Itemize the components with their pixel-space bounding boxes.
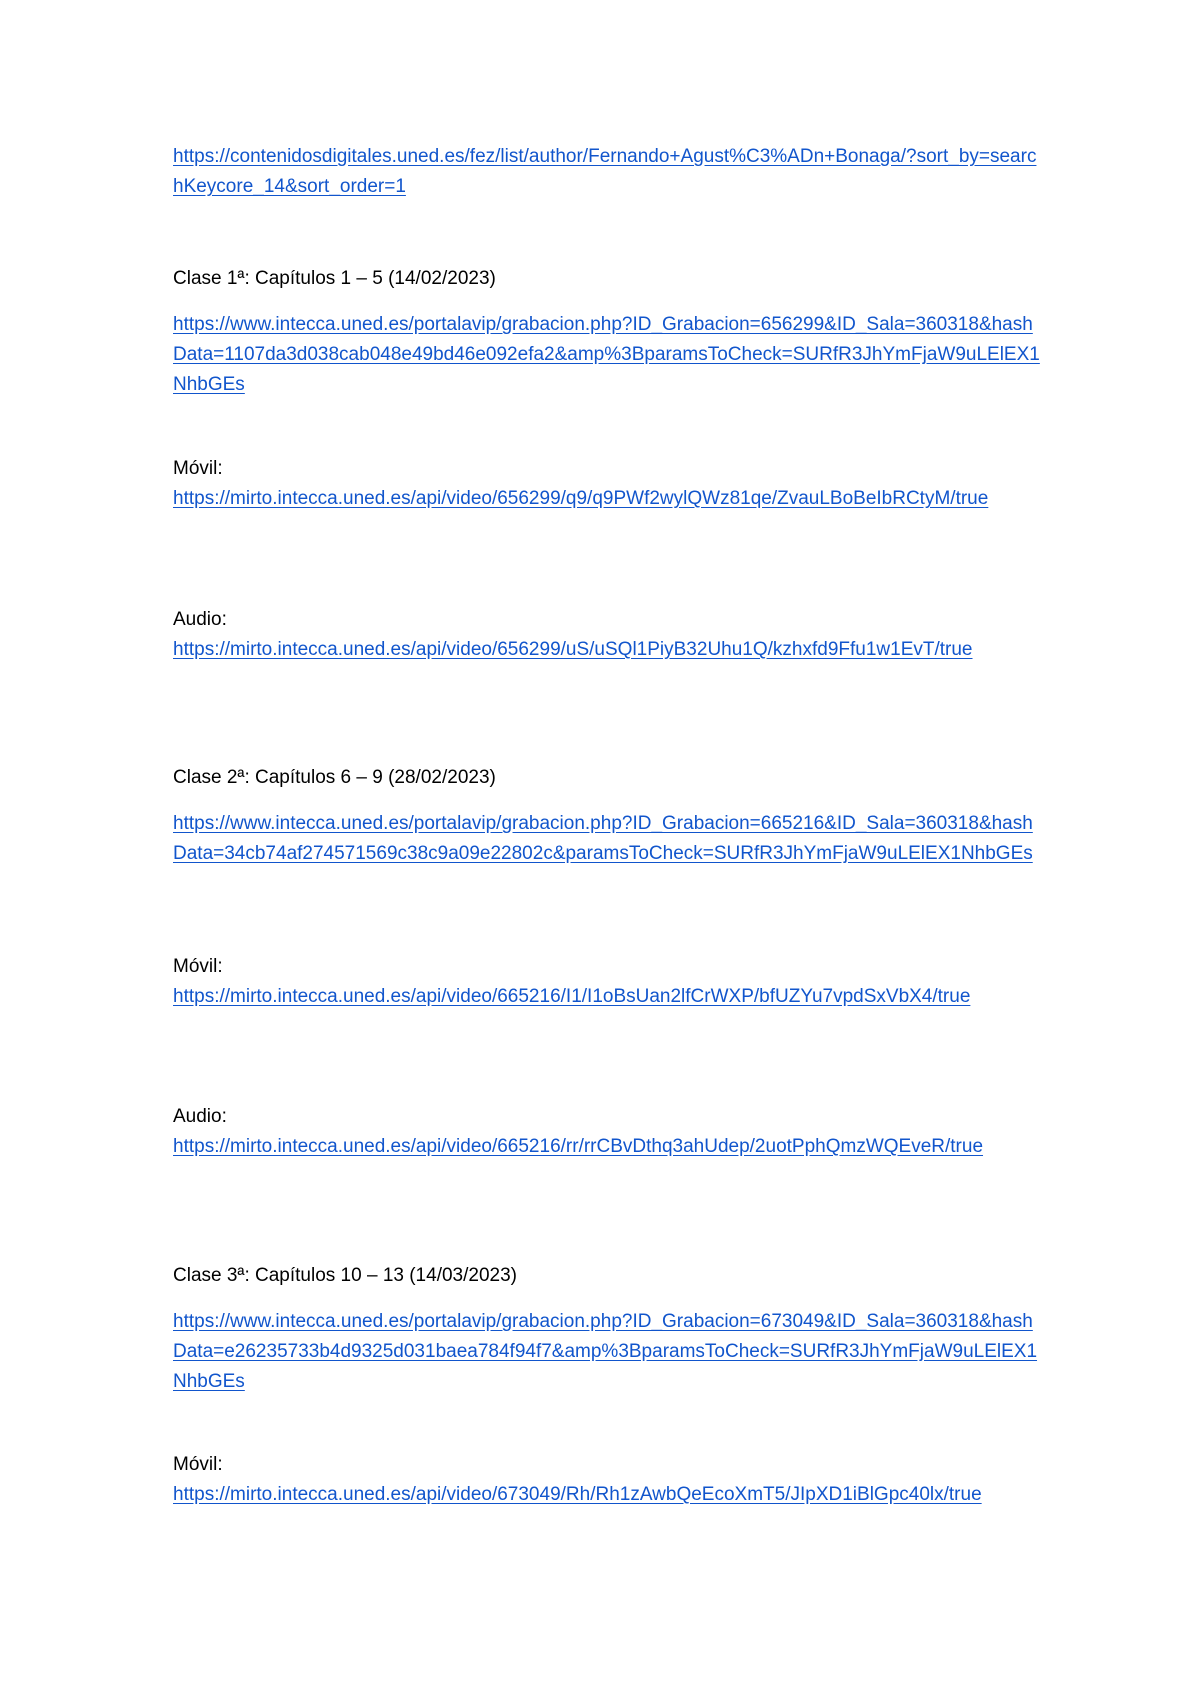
class-2-heading: Clase 2ª: Capítulos 6 – 9 (28/02/2023) <box>173 767 496 788</box>
author-link-paragraph <box>173 142 1043 202</box>
class-1-audio-link[interactable]: https://mirto.intecca.uned.es/api/video/656299/uS/uSQl1PiyB32Uhu1Q/kzhxfd9Ffu1w1EvT/true <box>173 639 973 660</box>
class-1-movil-label: Móvil: <box>173 458 223 479</box>
class-3-recording-paragraph <box>173 1307 1043 1397</box>
class-2-movil-link[interactable]: https://mirto.intecca.uned.es/api/video/665216/I1/I1oBsUan2lfCrWXP/bfUZYu7vpdSxVbX4/true <box>173 986 971 1007</box>
class-3-movil-link[interactable]: https://mirto.intecca.uned.es/api/video/673049/Rh/Rh1zAwbQeEcoXmT5/JIpXD1iBlGpc40lx/true <box>173 1484 982 1505</box>
class-1-recording-paragraph <box>173 310 1043 400</box>
class-2-movil-paragraph <box>173 982 1043 1012</box>
class-2-audio-link[interactable]: https://mirto.intecca.uned.es/api/video/665216/rr/rrCBvDthq3ahUdep/2uotPphQmzWQEveR/true <box>173 1136 984 1157</box>
class-3-heading: Clase 3ª: Capítulos 10 – 13 (14/03/2023) <box>173 1265 517 1286</box>
class-2-audio-label: Audio: <box>173 1106 227 1127</box>
class-2-recording-paragraph <box>173 809 1043 869</box>
class-3-movil-paragraph <box>173 1480 1043 1510</box>
class-2-movil-label: Móvil: <box>173 956 223 977</box>
class-1-heading: Clase 1ª: Capítulos 1 – 5 (14/02/2023) <box>173 268 496 289</box>
class-2-recording-link[interactable]: https://www.intecca.uned.es/portalavip/grabacion.php?ID_Grabacion=665216&ID_Sala=360318&hashData=34cb74af274571569c38c9a09e22802c&paramsToCheck=SURfR3JhYmFjaW9uLElEX1NhbGEs <box>173 813 1033 864</box>
class-1-audio-paragraph <box>173 635 1043 665</box>
class-3-recording-link[interactable]: https://www.intecca.uned.es/portalavip/grabacion.php?ID_Grabacion=673049&ID_Sala=360318&hashData=e26235733b4d9325d031baea784f94f7&amp%3BparamsToCheck=SURfR3JhYmFjaW9uLElEX1NhbGEs <box>173 1311 1038 1392</box>
class-1-audio-label: Audio: <box>173 609 227 630</box>
class-3-movil-label: Móvil: <box>173 1454 223 1475</box>
author-link[interactable]: https://contenidosdigitales.uned.es/fez/list/author/Fernando+Agust%C3%ADn+Bonaga/?sort_by=searchKeycore_14&sort_order=1 <box>173 146 1037 197</box>
class-1-movil-paragraph <box>173 484 1043 514</box>
class-1-movil-link[interactable]: https://mirto.intecca.uned.es/api/video/656299/q9/q9PWf2wylQWz81qe/ZvauLBoBeIbRCtyM/true <box>173 488 989 509</box>
class-2-audio-paragraph <box>173 1132 1043 1162</box>
class-1-recording-link[interactable]: https://www.intecca.uned.es/portalavip/grabacion.php?ID_Grabacion=656299&ID_Sala=360318&hashData=1107da3d038cab048e49bd46e092efa2&amp%3BparamsToCheck=SURfR3JhYmFjaW9uLElEX1NhbGEs <box>173 314 1040 395</box>
